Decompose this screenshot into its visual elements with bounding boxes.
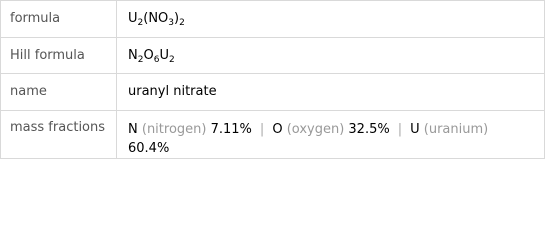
- hill-formula-value: [117, 38, 545, 74]
- table-row-name: [1, 74, 545, 111]
- formula-value: [117, 1, 545, 38]
- table-row-mass-fractions: [1, 111, 545, 159]
- row-label-formula: formula: [1, 1, 117, 38]
- formula-part: ($NO_3$: [143, 11, 175, 28]
- mass-fraction-item: U (uranium): [410, 122, 489, 137]
- table-row-hill-formula: [1, 38, 545, 74]
- separator: |: [259, 122, 265, 137]
- formula-part: $O_6$: [143, 48, 160, 65]
- formula-part: $U_2$: [128, 11, 144, 28]
- mass-fraction-item: N (nitrogen) 7.11%: [128, 122, 252, 137]
- row-label-mass-fractions: mass fractions: [1, 111, 117, 159]
- row-label-name: name: [1, 74, 117, 111]
- mass-fractions-value: [117, 111, 545, 159]
- formula-part: $N_2$: [128, 48, 144, 65]
- name-value: uranyl nitrate: [117, 74, 545, 111]
- mass-fraction-item: O (oxygen) 32.5%: [272, 122, 390, 137]
- formula-part: $U_2$: [159, 48, 175, 65]
- formula-part: )$_2$: [174, 11, 185, 28]
- table-row-formula: [1, 1, 545, 38]
- row-label-hill-formula: Hill formula: [1, 38, 117, 74]
- separator: |: [397, 122, 403, 137]
- mass-fraction-percent: 60.4%: [128, 141, 170, 156]
